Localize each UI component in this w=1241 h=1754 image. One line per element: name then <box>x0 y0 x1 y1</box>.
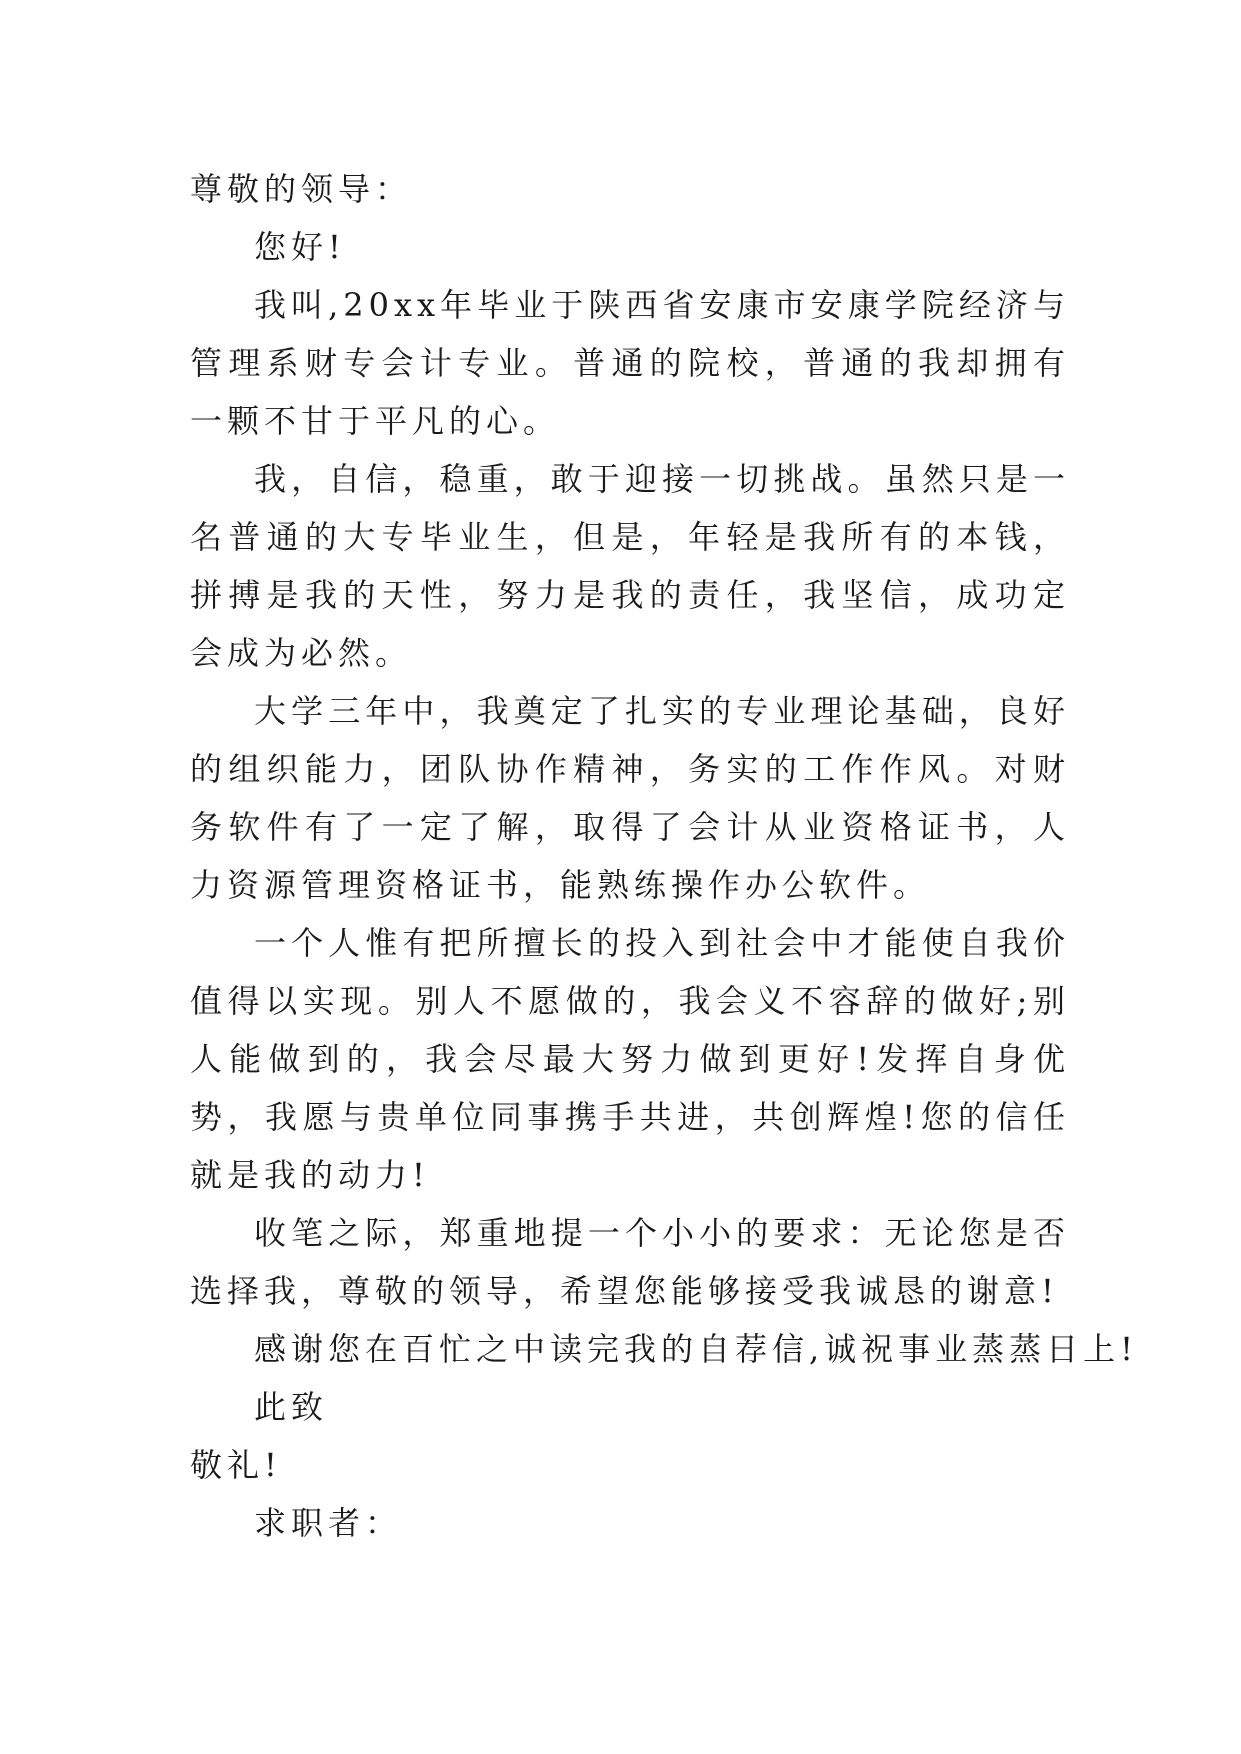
cover-letter <box>190 160 1139 1552</box>
paragraph-education: 大学三年中，我奠定了扎实的专业理论基础，良好的组织能力，团队协作精神，务实的工作作风。对财务软件有了一定了解，取得了会计从业资格证书，人力资源管理资格证书，能熟练操作办公软件。 <box>190 692 1070 904</box>
paragraph-aspiration: 一个人惟有把所擅长的投入到社会中才能使自我价值得以实现。别人不愿做的，我会义不容辞的做好;别人能做到的，我会尽最大努力做到更好!发挥自身优势，我愿与贵单位同事携手共进，共创辉煌!您的信任就是我的动力! <box>190 924 1070 1194</box>
greeting: 您好! <box>254 228 346 266</box>
thanks-line: 感谢您在百忙之中读完我的自荐信,诚祝事业蒸蒸日上! <box>254 1330 1139 1368</box>
closing-ci-zhi: 此致 <box>254 1388 329 1426</box>
paragraph-personality: 我，自信，稳重，敢于迎接一切挑战。虽然只是一名普通的大专毕业生，但是，年轻是我所有的本钱，拼搏是我的天性，努力是我的责任，我坚信，成功定会成为必然。 <box>190 460 1070 672</box>
signature-label: 求职者： <box>254 1504 403 1542</box>
paragraph-introduction: 我叫,20xx年毕业于陕西省安康市安康学院经济与管理系财专会计专业。普通的院校，普通的我却拥有一颗不甘于平凡的心。 <box>190 286 1070 440</box>
paragraph-request: 收笔之际，郑重地提一个小小的要求：无论您是否选择我，尊敬的领导，希望您能够接受我诚恳的谢意! <box>190 1214 1070 1310</box>
closing-jing-li: 敬礼! <box>190 1446 282 1484</box>
salutation: 尊敬的领导： <box>190 170 413 208</box>
